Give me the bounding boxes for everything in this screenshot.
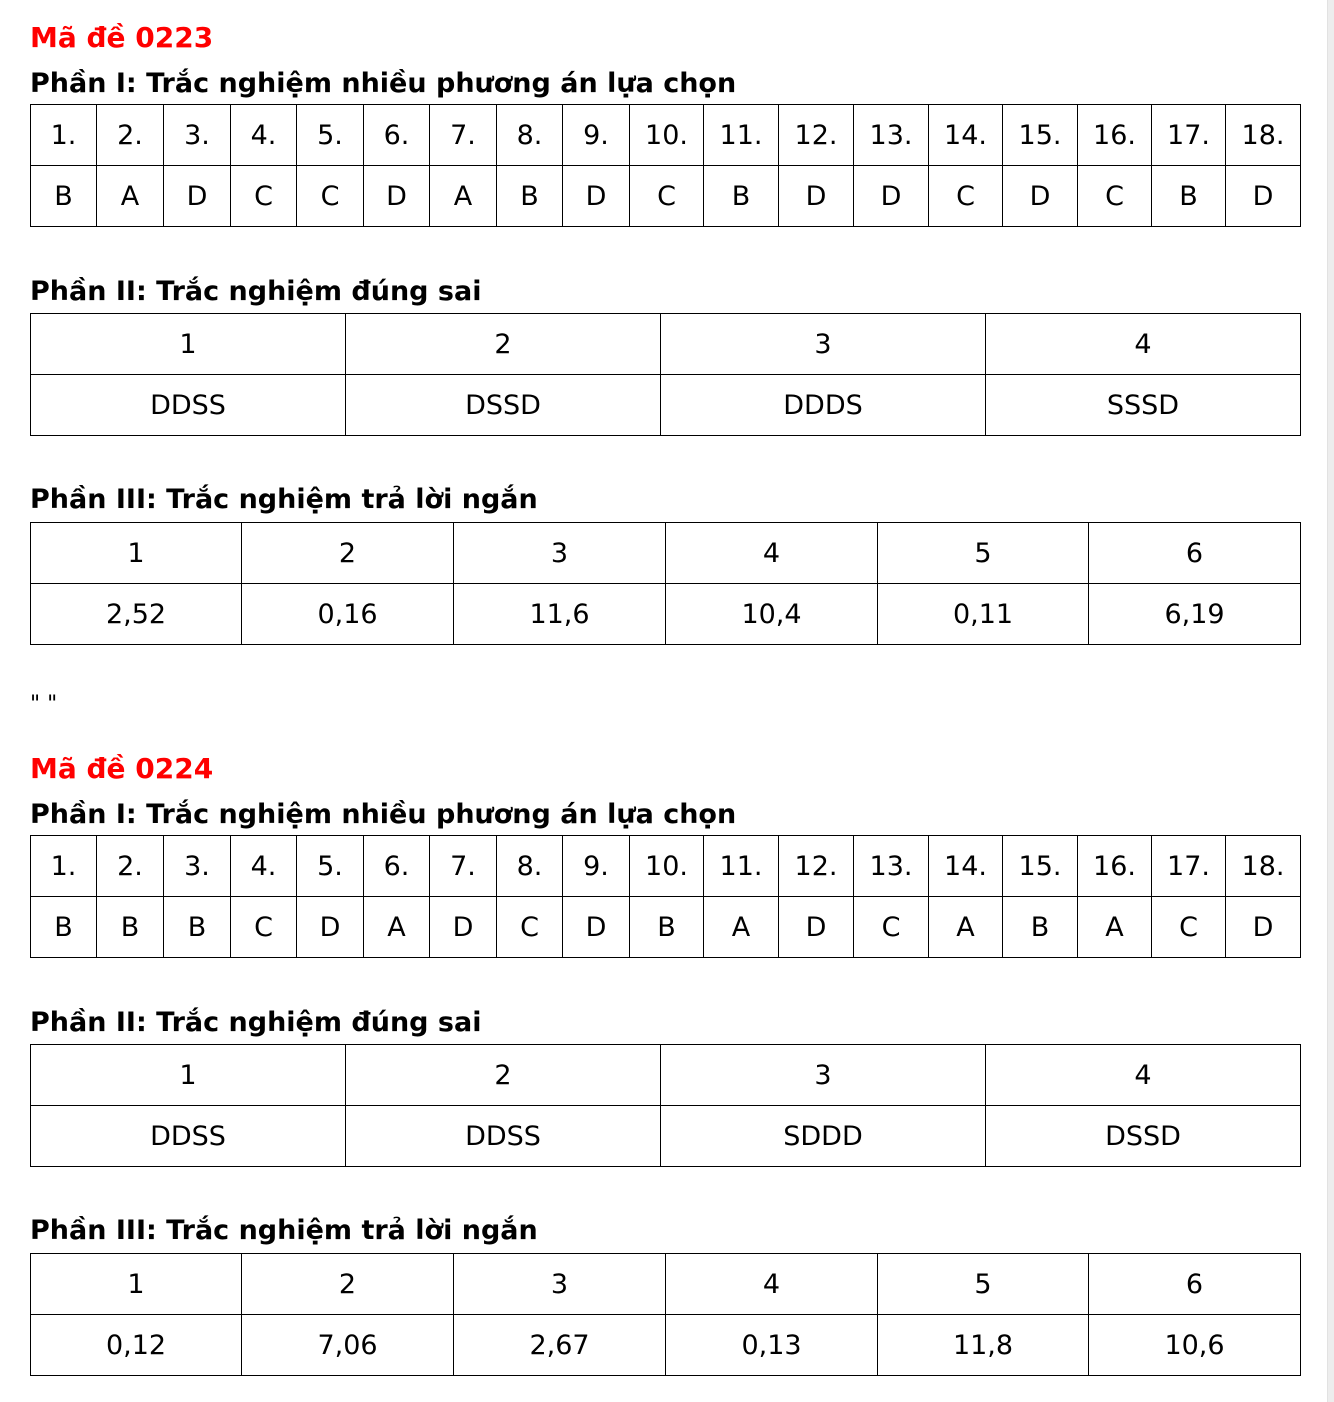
answer-cell: D bbox=[297, 897, 364, 958]
question-number: 8. bbox=[497, 105, 563, 166]
table-header-row bbox=[31, 1045, 1301, 1106]
question-number: 3. bbox=[164, 105, 231, 166]
answer-cell: D bbox=[1226, 897, 1301, 958]
answer-cell: 6,19 bbox=[1089, 584, 1301, 645]
answer-cell: DDSS bbox=[346, 1106, 661, 1167]
answer-cell: B bbox=[704, 166, 779, 227]
answer-cell: A bbox=[929, 897, 1003, 958]
question-number: 5 bbox=[878, 523, 1089, 584]
question-number: 16. bbox=[1078, 105, 1152, 166]
question-number: 15. bbox=[1003, 836, 1078, 897]
question-number: 4 bbox=[666, 523, 878, 584]
answer-cell: A bbox=[430, 166, 497, 227]
part1-table bbox=[30, 835, 1301, 958]
question-number: 3. bbox=[164, 836, 231, 897]
answer-cell: D bbox=[164, 166, 231, 227]
part2-title: Phần II: Trắc nghiệm đúng sai bbox=[30, 1007, 482, 1038]
answer-cell: C bbox=[929, 166, 1003, 227]
part1-table bbox=[30, 104, 1301, 227]
table-answer-row bbox=[31, 897, 1301, 958]
question-number: 2 bbox=[242, 1254, 454, 1315]
answer-cell: D bbox=[563, 897, 630, 958]
answer-cell: C bbox=[231, 166, 297, 227]
question-number: 6. bbox=[364, 105, 430, 166]
answer-cell: SDDD bbox=[661, 1106, 986, 1167]
table-header-row bbox=[31, 1254, 1301, 1315]
question-number: 3 bbox=[454, 523, 666, 584]
answer-cell: D bbox=[430, 897, 497, 958]
question-number: 14. bbox=[929, 836, 1003, 897]
table-header-row bbox=[31, 836, 1301, 897]
question-number: 6 bbox=[1089, 523, 1301, 584]
table-header-row bbox=[31, 314, 1301, 375]
answer-cell: B bbox=[97, 897, 164, 958]
table-answer-row bbox=[31, 584, 1301, 645]
answer-cell: 7,06 bbox=[242, 1315, 454, 1376]
answer-cell: D bbox=[1003, 166, 1078, 227]
answer-cell: B bbox=[31, 897, 97, 958]
question-number: 12. bbox=[779, 105, 854, 166]
question-number: 11. bbox=[704, 105, 779, 166]
part3-table bbox=[30, 522, 1301, 645]
answer-cell: A bbox=[97, 166, 164, 227]
question-number: 10. bbox=[630, 105, 704, 166]
question-number: 6 bbox=[1089, 1254, 1301, 1315]
question-number: 18. bbox=[1226, 105, 1301, 166]
part3-title: Phần III: Trắc nghiệm trả lời ngắn bbox=[30, 484, 538, 515]
question-number: 4 bbox=[666, 1254, 878, 1315]
answer-cell: SSSD bbox=[986, 375, 1301, 436]
question-number: 16. bbox=[1078, 836, 1152, 897]
table-answer-row bbox=[31, 1106, 1301, 1167]
question-number: 9. bbox=[563, 105, 630, 166]
question-number: 2. bbox=[97, 836, 164, 897]
table-answer-row bbox=[31, 166, 1301, 227]
answer-cell: A bbox=[1078, 897, 1152, 958]
answer-cell: A bbox=[364, 897, 430, 958]
answer-cell: C bbox=[1152, 897, 1226, 958]
part3-title: Phần III: Trắc nghiệm trả lời ngắn bbox=[30, 1215, 538, 1246]
part3-table bbox=[30, 1253, 1301, 1376]
question-number: 5. bbox=[297, 105, 364, 166]
exam-code-title: Mã đề 0224 bbox=[30, 752, 214, 785]
answer-cell: 2,52 bbox=[31, 584, 242, 645]
question-number: 17. bbox=[1152, 836, 1226, 897]
answer-cell: B bbox=[164, 897, 231, 958]
question-number: 3 bbox=[454, 1254, 666, 1315]
question-number: 2. bbox=[97, 105, 164, 166]
answer-cell: B bbox=[31, 166, 97, 227]
question-number: 18. bbox=[1226, 836, 1301, 897]
table-answer-row bbox=[31, 1315, 1301, 1376]
answer-cell: D bbox=[364, 166, 430, 227]
answer-cell: D bbox=[854, 166, 929, 227]
question-number: 15. bbox=[1003, 105, 1078, 166]
answer-cell: DDDS bbox=[661, 375, 986, 436]
question-number: 7. bbox=[430, 105, 497, 166]
question-number: 1 bbox=[31, 314, 346, 375]
question-number: 9. bbox=[563, 836, 630, 897]
question-number: 7. bbox=[430, 836, 497, 897]
answer-cell: A bbox=[704, 897, 779, 958]
question-number: 2 bbox=[346, 314, 661, 375]
table-header-row bbox=[31, 523, 1301, 584]
answer-cell: B bbox=[1003, 897, 1078, 958]
question-number: 1. bbox=[31, 105, 97, 166]
question-number: 2 bbox=[346, 1045, 661, 1106]
question-number: 10. bbox=[630, 836, 704, 897]
question-number: 5 bbox=[878, 1254, 1089, 1315]
part1-title: Phần I: Trắc nghiệm nhiều phương án lựa chọn bbox=[30, 68, 737, 99]
question-number: 4. bbox=[231, 836, 297, 897]
part2-table bbox=[30, 313, 1301, 436]
answer-cell: C bbox=[297, 166, 364, 227]
answer-cell: C bbox=[497, 897, 563, 958]
question-number: 1 bbox=[31, 1254, 242, 1315]
answer-cell: C bbox=[1078, 166, 1152, 227]
answer-cell: D bbox=[779, 897, 854, 958]
question-number: 1 bbox=[31, 1045, 346, 1106]
answer-cell: B bbox=[497, 166, 563, 227]
answer-cell: 10,4 bbox=[666, 584, 878, 645]
question-number: 1 bbox=[31, 523, 242, 584]
question-number: 6. bbox=[364, 836, 430, 897]
question-number: 4 bbox=[986, 1045, 1301, 1106]
answer-cell: 2,67 bbox=[454, 1315, 666, 1376]
question-number: 12. bbox=[779, 836, 854, 897]
scrollbar-track[interactable] bbox=[1327, 0, 1334, 1402]
question-number: 17. bbox=[1152, 105, 1226, 166]
question-number: 14. bbox=[929, 105, 1003, 166]
answer-cell: DDSS bbox=[31, 1106, 346, 1167]
answer-cell: B bbox=[630, 897, 704, 958]
separator-text: " " bbox=[30, 692, 58, 717]
question-number: 5. bbox=[297, 836, 364, 897]
answer-cell: 11,8 bbox=[878, 1315, 1089, 1376]
question-number: 3 bbox=[661, 1045, 986, 1106]
answer-cell: DSSD bbox=[346, 375, 661, 436]
question-number: 13. bbox=[854, 105, 929, 166]
question-number: 2 bbox=[242, 523, 454, 584]
question-number: 13. bbox=[854, 836, 929, 897]
question-number: 3 bbox=[661, 314, 986, 375]
answer-cell: D bbox=[1226, 166, 1301, 227]
part2-table bbox=[30, 1044, 1301, 1167]
answer-cell: C bbox=[630, 166, 704, 227]
answer-cell: 0,16 bbox=[242, 584, 454, 645]
table-header-row bbox=[31, 105, 1301, 166]
answer-cell: 0,13 bbox=[666, 1315, 878, 1376]
answer-cell: 11,6 bbox=[454, 584, 666, 645]
question-number: 8. bbox=[497, 836, 563, 897]
answer-cell: DDSS bbox=[31, 375, 346, 436]
exam-code-title: Mã đề 0223 bbox=[30, 21, 214, 54]
answer-cell: DSSD bbox=[986, 1106, 1301, 1167]
answer-cell: D bbox=[563, 166, 630, 227]
question-number: 4 bbox=[986, 314, 1301, 375]
question-number: 1. bbox=[31, 836, 97, 897]
part1-title: Phần I: Trắc nghiệm nhiều phương án lựa chọn bbox=[30, 799, 737, 830]
question-number: 11. bbox=[704, 836, 779, 897]
answer-cell: C bbox=[231, 897, 297, 958]
part2-title: Phần II: Trắc nghiệm đúng sai bbox=[30, 276, 482, 307]
answer-cell: B bbox=[1152, 166, 1226, 227]
answer-cell: D bbox=[779, 166, 854, 227]
table-answer-row bbox=[31, 375, 1301, 436]
answer-cell: 0,11 bbox=[878, 584, 1089, 645]
answer-cell: 10,6 bbox=[1089, 1315, 1301, 1376]
question-number: 4. bbox=[231, 105, 297, 166]
answer-cell: 0,12 bbox=[31, 1315, 242, 1376]
answer-cell: C bbox=[854, 897, 929, 958]
